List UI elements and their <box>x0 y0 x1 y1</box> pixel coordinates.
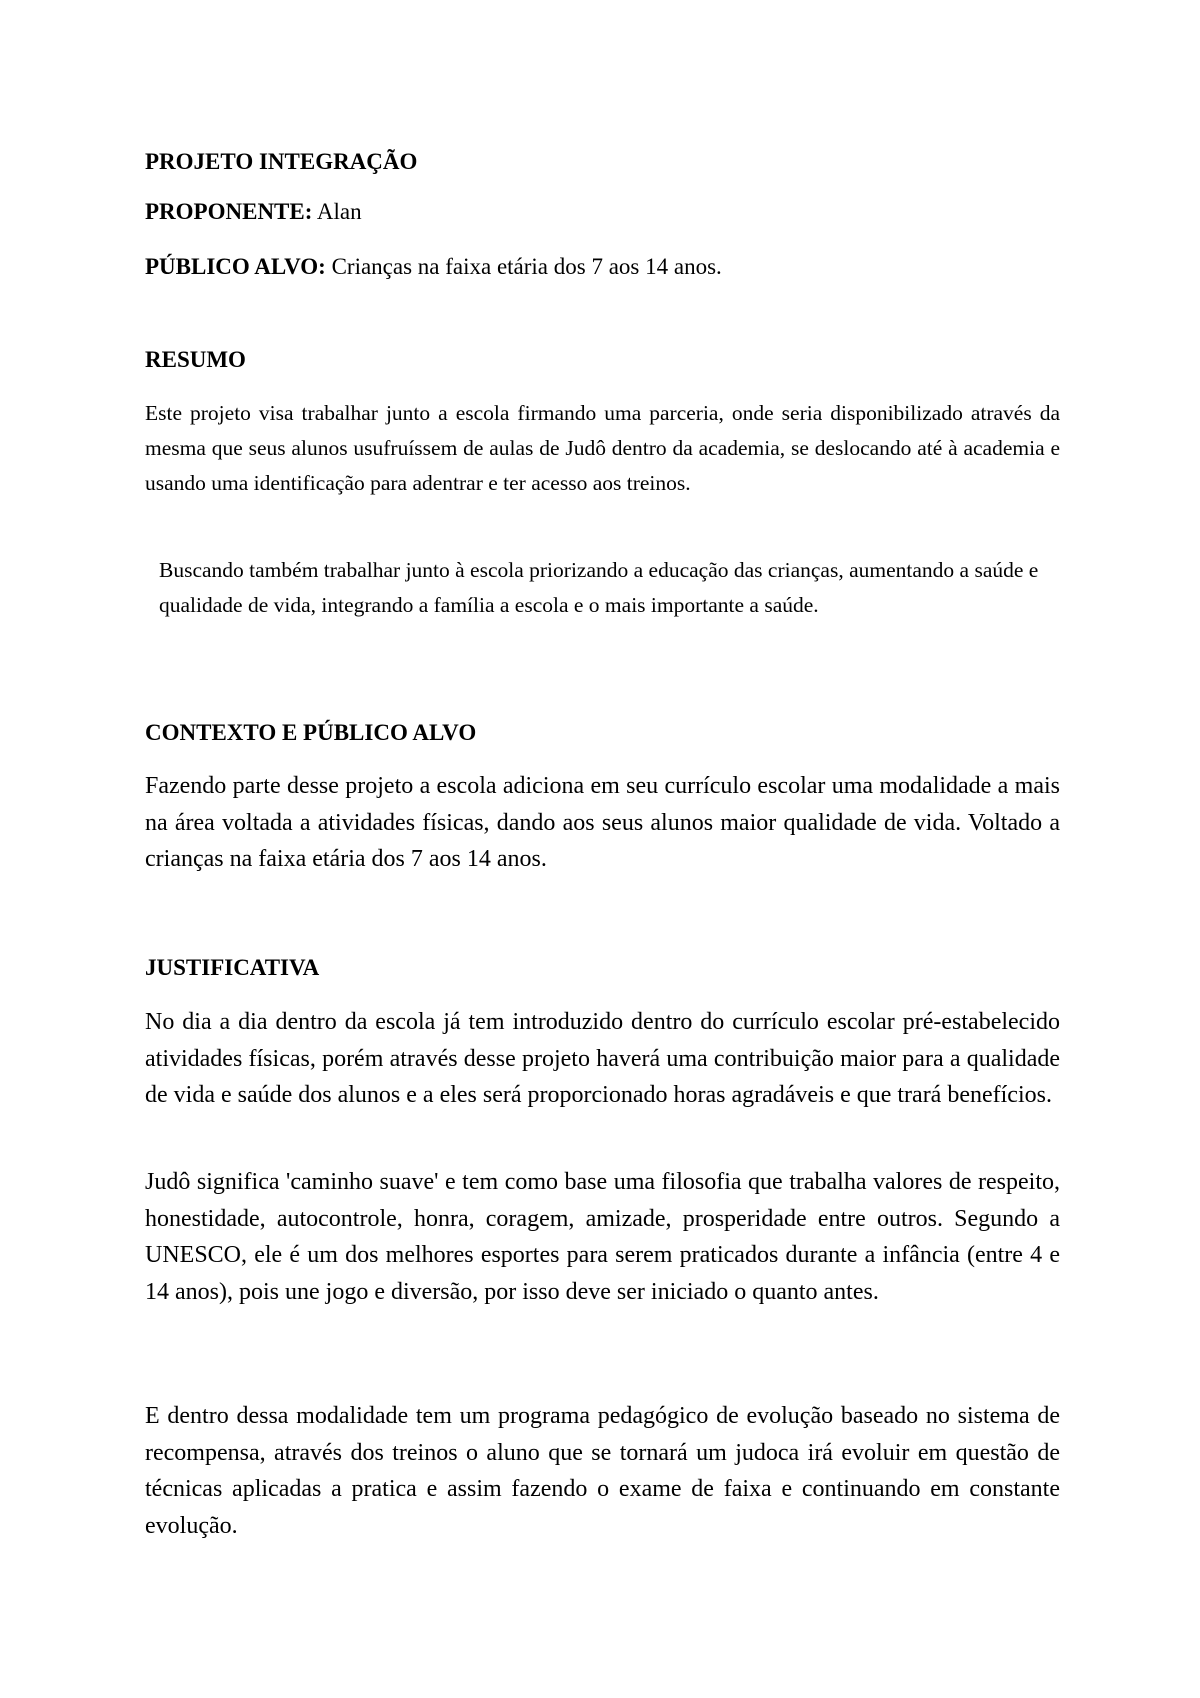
resumo-paragraph-1: Este projeto visa trabalhar junto a escola firmando uma parceria, onde seria disponibilizado através da mesma que seus alunos usufruíssem de aulas de Judô dentro da academia, se deslocando até à academia e usando uma identificação para adentrar e ter acesso aos treinos. <box>145 401 1060 495</box>
contexto-heading: CONTEXTO E PÚBLICO ALVO <box>145 720 477 745</box>
justificativa-heading: JUSTIFICATIVA <box>145 955 320 980</box>
resumo-heading: RESUMO <box>145 347 246 372</box>
resumo-paragraph-2: Buscando também trabalhar junto à escola priorizando a educação das crianças, aumentando a saúde e qualidade de vida, integrando a família a escola e o mais importante a saúde. <box>159 558 1039 617</box>
justificativa-paragraph-1: No dia a dia dentro da escola já tem introduzido dentro do currículo escolar pré-estabelecido atividades físicas, porém através desse projeto haverá uma contribuição maior para a qualidade de vida e saúde dos alunos e a eles será proporcionado horas agradáveis e que trará benefícios. <box>145 1009 1060 1108</box>
proponent-label: PROPONENTE: <box>145 199 313 224</box>
document-title: PROJETO INTEGRAÇÃO <box>145 149 418 174</box>
proponent-line <box>145 197 362 227</box>
audience-label: PÚBLICO ALVO: <box>145 254 326 279</box>
audience-value: Crianças na faixa etária dos 7 aos 14 anos. <box>331 254 722 279</box>
audience-line <box>145 252 722 282</box>
proponent-value: Alan <box>316 199 362 224</box>
justificativa-paragraph-3: E dentro dessa modalidade tem um programa pedagógico de evolução baseado no sistema de recompensa, através dos treinos o aluno que se tornará um judoca irá evoluir em questão de técnicas aplicadas a pratica e assim fazendo o exame de faixa e continuando em constante evolução. <box>145 1403 1060 1539</box>
justificativa-paragraph-2: Judô significa 'caminho suave' e tem como base uma filosofia que trabalha valores de respeito, honestidade, autocontrole, honra, coragem, amizade, prosperidade entre outros. Segundo a UNESCO, ele é um dos melhores esportes para serem praticados durante a infância (entre 4 e 14 anos), pois une jogo e diversão, por isso deve ser iniciado o quanto antes. <box>145 1169 1060 1305</box>
contexto-paragraph-1: Fazendo parte desse projeto a escola adiciona em seu currículo escolar uma modalidade a mais na área voltada a atividades físicas, dando aos seus alunos maior qualidade de vida. Voltado a crianças na faixa etária dos 7 aos 14 anos. <box>145 773 1060 872</box>
